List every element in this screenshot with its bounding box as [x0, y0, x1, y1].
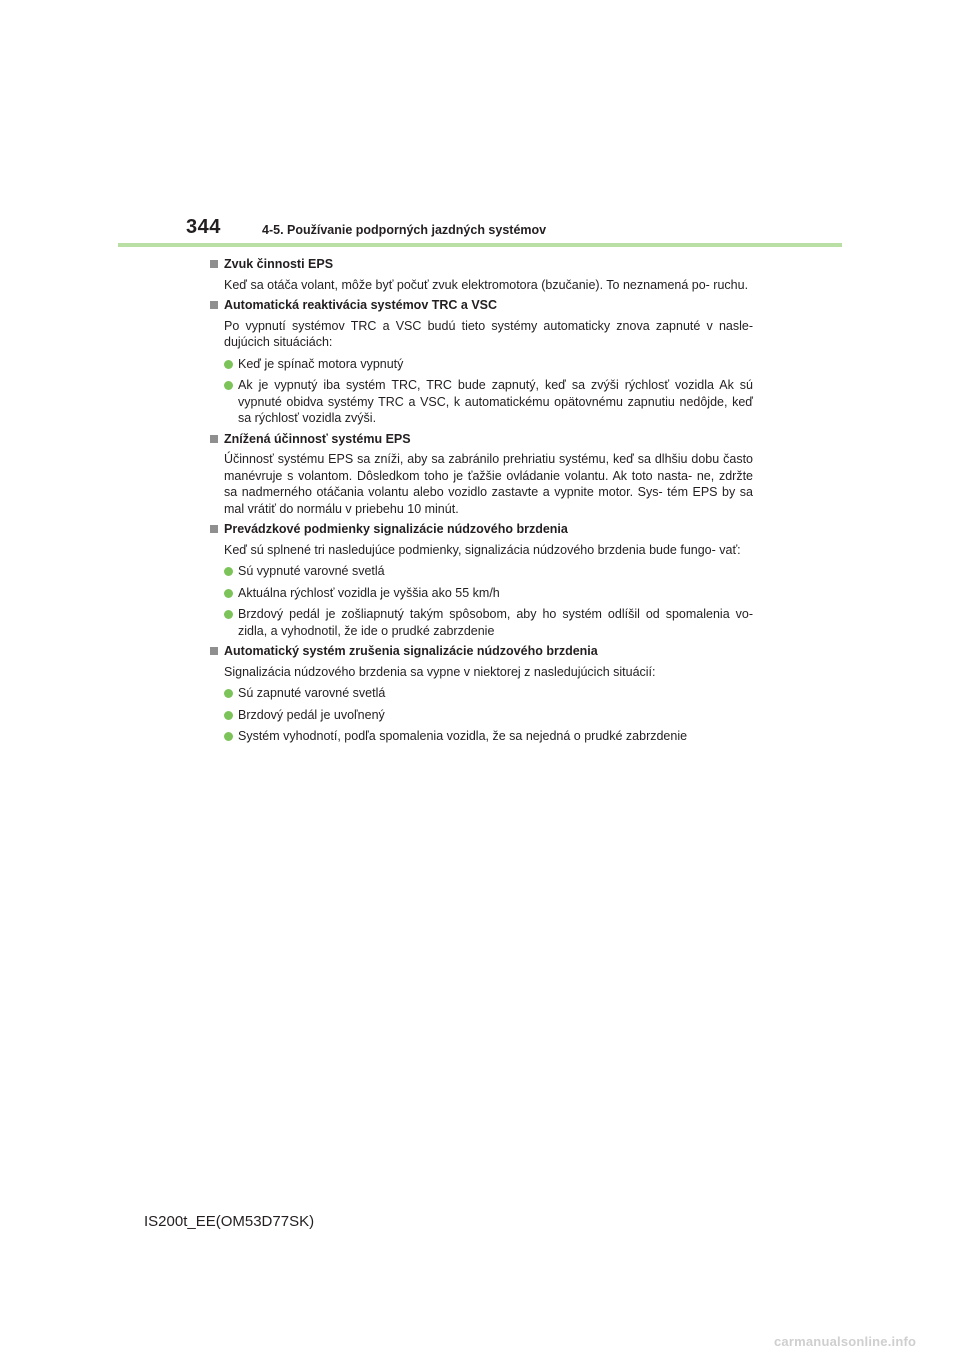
square-bullet-icon [210, 435, 218, 443]
list-item: Keď je spínač motora vypnutý [208, 356, 753, 373]
round-bullet-icon [224, 732, 233, 741]
round-bullet-icon [224, 589, 233, 598]
round-bullet-icon [224, 711, 233, 720]
section-eps-sound [208, 256, 753, 293]
section-text: Keď sú splnené tri nasledujúce podmienky, signalizácia núdzového brzdenia bude fungo- vať: [224, 542, 741, 557]
header-rule [118, 243, 842, 247]
watermark-link[interactable]: carmanualsonline.info [774, 1334, 917, 1349]
section-heading: Zvuk činnosti EPS [208, 256, 753, 273]
document-code: IS200t_EE(OM53D77SK) [144, 1213, 315, 1230]
square-bullet-icon [210, 525, 218, 533]
list-item: Aktuálna rýchlosť vozidla je vyššia ako 55 km/h [208, 585, 753, 602]
section-heading: Znížená účinnosť systému EPS [208, 431, 753, 448]
list-item: Ak je vypnutý iba systém TRC, TRC bude zapnutý, keď sa zvýši rýchlosť vozidla Ak sú vypnuté obidva systémy TRC a VSC, k automatickému opätovnému zapnutiu nedôjde, keď sa rýchlosť vozidla zvýši. [208, 377, 753, 427]
section-emergency-brake-cancel [208, 643, 753, 745]
chapter-title: 4-5. Používanie podporných jazdných systémov [262, 223, 547, 237]
page-content [208, 254, 753, 749]
square-bullet-icon [210, 260, 218, 268]
list-item: Brzdový pedál je uvoľnený [208, 707, 753, 724]
section-heading: Prevádzkové podmienky signalizácie núdzového brzdenia [208, 521, 753, 538]
round-bullet-icon [224, 381, 233, 390]
round-bullet-icon [224, 610, 233, 619]
round-bullet-icon [224, 360, 233, 369]
section-trc-vsc-reactivation [208, 297, 753, 427]
page-number: 344 [186, 216, 221, 238]
section-text: Keď sa otáča volant, môže byť počuť zvuk elektromotora (bzučanie). To neznamená po- ruchu. [224, 277, 749, 292]
section-emergency-brake-conditions [208, 521, 753, 639]
section-heading: Automatická reaktivácia systémov TRC a VSC [208, 297, 753, 314]
page-header [186, 216, 846, 242]
square-bullet-icon [210, 647, 218, 655]
section-heading: Automatický systém zrušenia signalizácie núdzového brzdenia [208, 643, 753, 660]
list-item: Brzdový pedál je zošliapnutý takým spôsobom, aby ho systém odlíšil od spomalenia vo- zidla, a vyhodnotil, že ide o prudké zabrzdenie [208, 606, 753, 639]
section-text: Po vypnutí systémov TRC a VSC budú tieto systémy automaticky znova zapnuté v nasle- dujúcich situáciách: [224, 318, 753, 349]
round-bullet-icon [224, 567, 233, 576]
section-text: Signalizácia núdzového brzdenia sa vypne v niektorej z nasledujúcich situácií: [224, 664, 656, 679]
section-text: Účinnosť systému EPS sa zníži, aby sa zabránilo prehriatiu systému, keď sa dlhšiu dobu často manévruje s volantom. Dôsledkom toho je ťažšie ovládanie volantu. Ak toto nasta- ne, zdržte sa nadmerného otáčania volantu alebo vozidlo zastavte a vypnite motor. Sys- tém EPS by sa mal vrátiť do normálu v priebehu 10 minút. [224, 452, 753, 516]
section-eps-reduced [208, 431, 753, 518]
list-item: Sú zapnuté varovné svetlá [208, 685, 753, 702]
round-bullet-icon [224, 689, 233, 698]
square-bullet-icon [210, 301, 218, 309]
list-item: Systém vyhodnotí, podľa spomalenia vozidla, že sa nejedná o prudké zabrzdenie [208, 728, 753, 745]
list-item: Sú vypnuté varovné svetlá [208, 563, 753, 580]
